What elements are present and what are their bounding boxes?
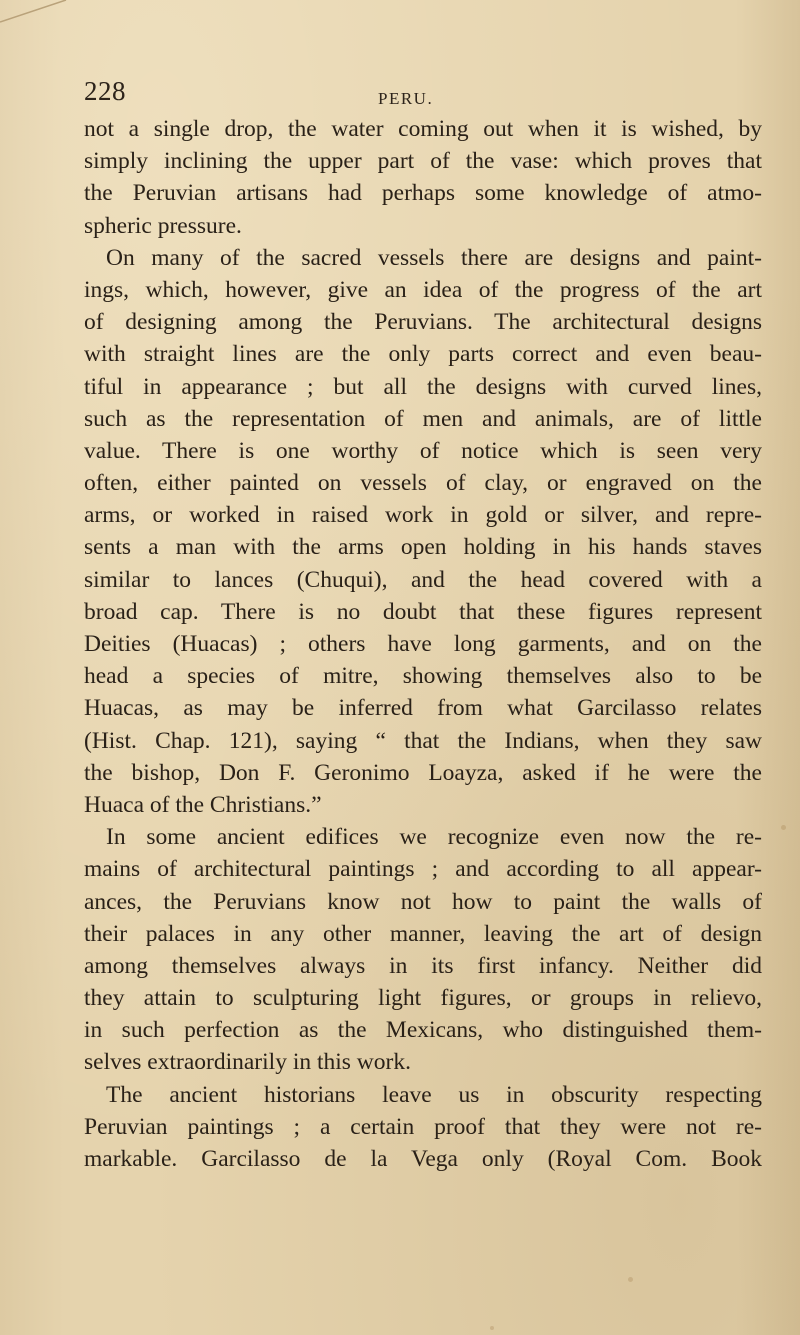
text-line: not a single drop, the water coming out when it is wished, by bbox=[84, 116, 762, 142]
text-line: such as the representation of men and animals, are of little bbox=[84, 405, 762, 432]
foxing-spot bbox=[628, 1277, 633, 1282]
text-line: they attain to sculpturing light figures, or groups in relievo, bbox=[84, 985, 762, 1012]
text-line: ings, which, however, give an idea of the progress of the art bbox=[84, 276, 762, 303]
text-line: In some ancient edifices we recognize even now the re- bbox=[106, 824, 762, 851]
text-line: markable. Garcilasso de la Vega only (Royal Com. Book bbox=[84, 1146, 762, 1172]
text-line: the bishop, Don F. Geronimo Loayza, asked if he were the bbox=[84, 759, 762, 786]
text-line: Deities (Huacas) ; others have long garments, and on the bbox=[84, 631, 762, 657]
text-line: ances, the Peruvians know not how to paint the walls of bbox=[84, 888, 762, 915]
text-line: spheric pressure. bbox=[84, 212, 242, 239]
text-line: often, either painted on vessels of clay, or engraved on the bbox=[84, 470, 762, 497]
running-title: PERU. bbox=[378, 89, 434, 108]
text-line: in such perfection as the Mexicans, who distinguished them- bbox=[84, 1017, 762, 1044]
text-line: selves extraordinarily in this work. bbox=[84, 1049, 411, 1076]
text-line: their palaces in any other manner, leaving the art of design bbox=[84, 920, 762, 947]
text-line: similar to lances (Chuqui), and the head covered with a bbox=[84, 566, 762, 593]
foxing-spot bbox=[781, 825, 786, 830]
text-line: with straight lines are the only parts correct and even beau- bbox=[84, 341, 762, 368]
text-line: sents a man with the arms open holding in his hands staves bbox=[84, 534, 762, 561]
text-line: Peruvian paintings ; a certain proof that they were not re- bbox=[84, 1113, 762, 1140]
text-line: among themselves always in its first infancy. Neither did bbox=[84, 952, 762, 979]
text-line: of designing among the Peruvians. The architectural designs bbox=[84, 309, 762, 336]
text-line: (Hist. Chap. 121), saying “ that the Indians, when they saw bbox=[84, 727, 762, 754]
text-line: Huacas, as may be inferred from what Garcilasso relates bbox=[84, 695, 762, 722]
text-line: value. There is one worthy of notice which is seen very bbox=[84, 437, 762, 464]
running-head bbox=[0, 76, 800, 116]
text-line: head a species of mitre, showing themselves also to be bbox=[84, 663, 762, 690]
text-line: Huaca of the Christians.” bbox=[84, 791, 322, 818]
body-text bbox=[84, 113, 762, 1175]
text-line: The ancient historians leave us in obscurity respecting bbox=[106, 1081, 762, 1108]
page-corner-crease bbox=[0, 0, 70, 24]
text-line: tiful in appearance ; but all the designs with curved lines, bbox=[84, 373, 762, 400]
foxing-spot bbox=[490, 1326, 494, 1330]
text-line: simply inclining the upper part of the vase: which proves that bbox=[84, 148, 762, 175]
page-number: 228 bbox=[84, 76, 126, 106]
text-line: arms, or worked in raised work in gold or silver, and repre- bbox=[84, 502, 762, 529]
text-line: the Peruvian artisans had perhaps some knowledge of atmo- bbox=[84, 180, 762, 207]
text-line: On many of the sacred vessels there are designs and paint- bbox=[106, 244, 762, 271]
text-line: mains of architectural paintings ; and according to all appear- bbox=[84, 856, 762, 883]
text-line: broad cap. There is no doubt that these figures represent bbox=[84, 598, 762, 625]
